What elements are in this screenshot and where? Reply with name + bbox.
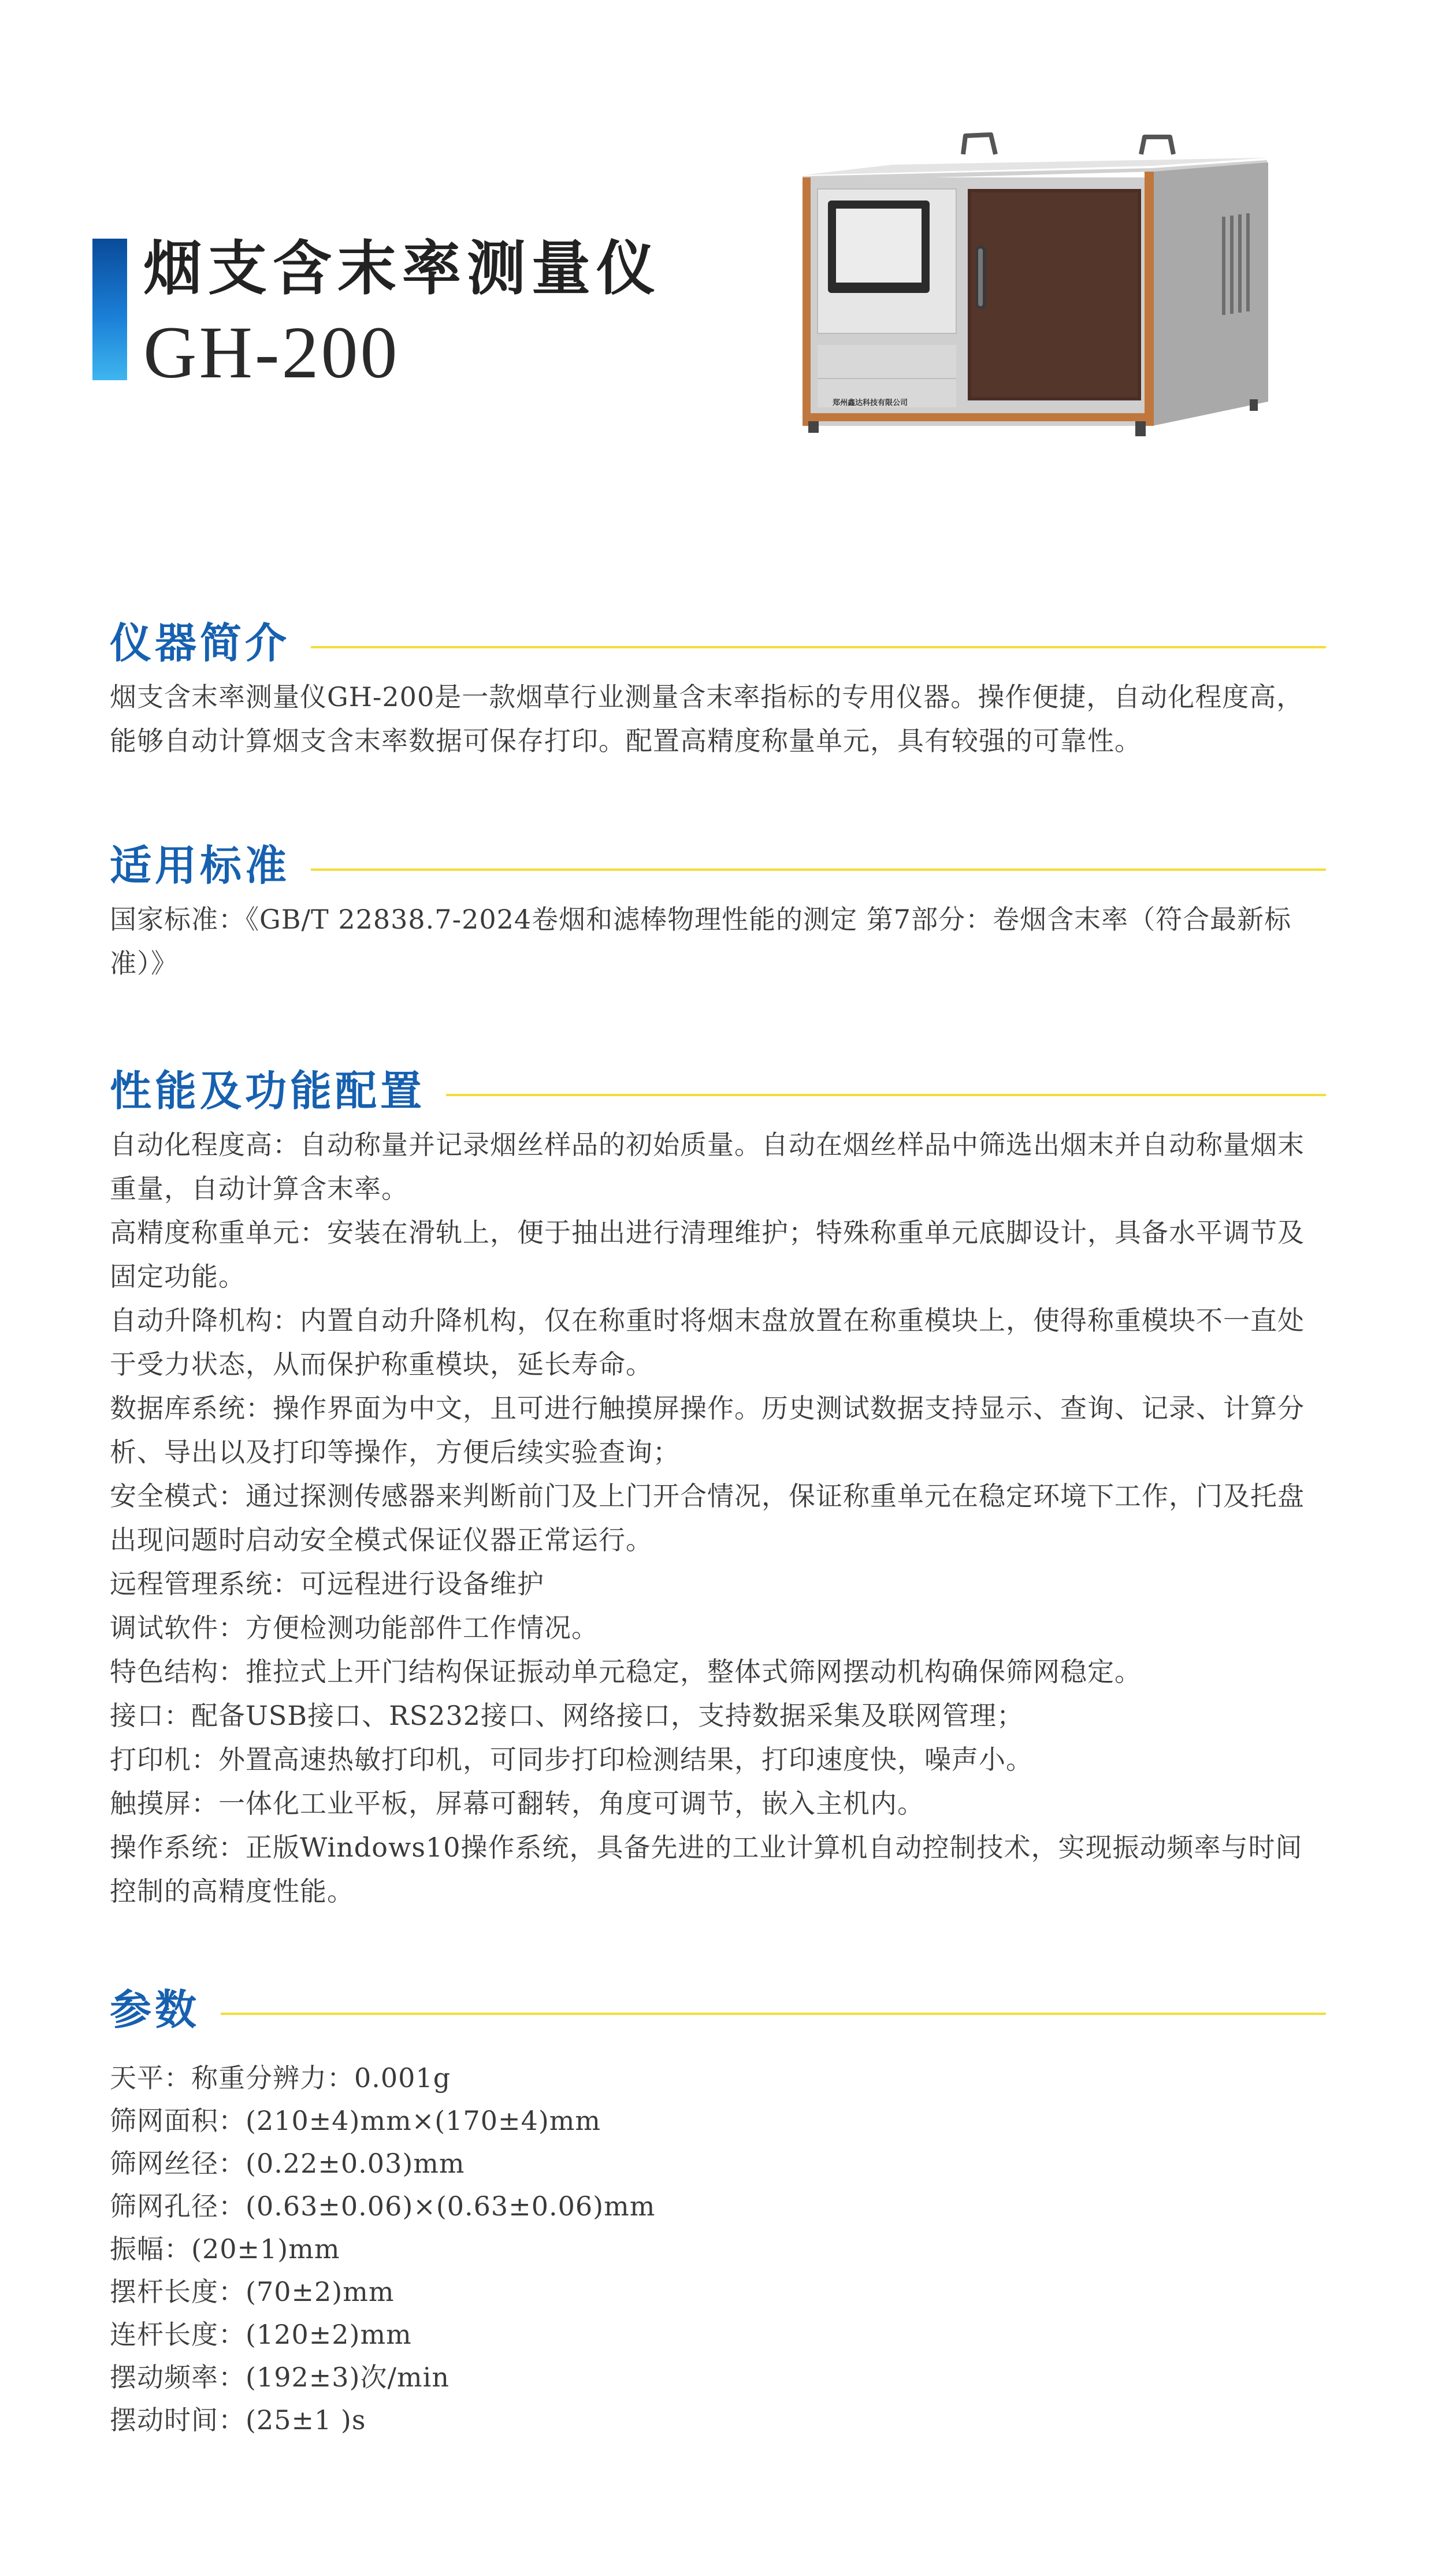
param-item: 振幅：(20±1)mm [110, 2233, 340, 2265]
feature-item: 特色结构：推拉式上开门结构保证振动单元稳定，整体式筛网摆动机构确保筛网稳定。 [110, 1656, 1142, 1687]
standard-paragraph: 国家标准：《GB/T 22838.7-2024卷烟和滤棒物理性能的测定 第7部分：卷烟含末率（符合最新标准）》 [110, 904, 1292, 979]
intro-section [110, 613, 1326, 763]
params-section [110, 1979, 1326, 2441]
features-title: 性能及功能配置 [110, 1066, 446, 1116]
param-item: 摆动时间：(25±1 )s [110, 2404, 366, 2436]
standard-header [110, 835, 1326, 899]
param-item: 筛网丝径：(0.22±0.03)mm [110, 2148, 465, 2179]
features-header [110, 1060, 1326, 1124]
param-item: 连杆长度：(120±2)mm [110, 2319, 412, 2350]
feature-item: 打印机：外置高速热敏打印机，可同步打印检测结果，打印速度快，噪声小。 [110, 1744, 1033, 1775]
param-item: 天平：称重分辨力：0.001g [110, 2062, 451, 2094]
feature-item: 自动化程度高：自动称量并记录烟丝样品的初始质量。自动在烟丝样品中筛选出烟末并自动称量烟末重量，自动计算含末率。 [110, 1129, 1305, 1204]
feature-item: 自动升降机构：内置自动升降机构，仅在称重时将烟末盘放置在称重模块上，使得称重模块不一直处于受力状态，从而保护称重模块，延长寿命。 [110, 1305, 1305, 1380]
params-title: 参数 [110, 1985, 221, 2035]
feature-item: 安全模式：通过探测传感器来判断前门及上门开合情况，保证称重单元在稳定环境下工作，门及托盘出现问题时启动安全模式保证仪器正常运行。 [110, 1480, 1305, 1556]
param-item: 摆动频率：(192±3)次/min [110, 2362, 449, 2393]
feature-item: 调试软件：方便检测功能部件工作情况。 [110, 1612, 599, 1643]
title-accent-bar [92, 239, 127, 380]
features-section [110, 1060, 1326, 1913]
intro-paragraph: 烟支含末率测量仪GH-200是一款烟草行业测量含末率指标的专用仪器。操作便捷，自动化程度高，能够自动计算烟支含末率数据可保存打印。配置高精度称量单元，具有较强的可靠性。 [110, 681, 1304, 756]
intro-body [110, 675, 1326, 763]
feature-item: 接口：配备USB接口、RS232接口、网络接口，支持数据采集及联网管理； [110, 1700, 1024, 1731]
brand-plate-text: 郑州鑫达科技有限公司 [833, 399, 908, 407]
standard-title: 适用标准 [110, 841, 311, 890]
instrument-image [800, 130, 1291, 454]
params-header [110, 1979, 1326, 2043]
param-item: 摆杆长度：(70±2)mm [110, 2276, 395, 2307]
feature-item: 数据库系统：操作界面为中文，且可进行触摸屏操作。历史测试数据支持显示、查询、记录、计算分析、导出以及打印等操作，方便后续实验查询； [110, 1393, 1305, 1468]
feature-item: 操作系统：正版Windows10操作系统，具备先进的工业计算机自动控制技术，实现振动频率与时间控制的高精度性能。 [110, 1832, 1303, 1907]
features-body [110, 1123, 1326, 1913]
feature-item: 高精度称重单元：安装在滑轨上，便于抽出进行清理维护；特殊称重单元底脚设计，具备水平调节及固定功能。 [110, 1217, 1305, 1292]
product-title: 烟支含末率测量仪 [143, 235, 661, 303]
standard-section [110, 835, 1326, 985]
intro-title: 仪器简介 [110, 618, 311, 668]
feature-item: 触摸屏：一体化工业平板，屏幕可翻转，角度可调节，嵌入主机内。 [110, 1788, 924, 1819]
standard-body [110, 897, 1326, 985]
feature-item: 远程管理系统：可远程进行设备维护 [110, 1568, 544, 1599]
params-list [110, 2057, 1326, 2441]
param-item: 筛网孔径：(0.63±0.06)×(0.63±0.06)mm [110, 2191, 656, 2222]
param-item: 筛网面积：(210±4)mm×(170±4)mm [110, 2105, 601, 2136]
section-divider [110, 2013, 1326, 2015]
product-model: GH-200 [143, 311, 400, 394]
intro-header [110, 613, 1326, 676]
